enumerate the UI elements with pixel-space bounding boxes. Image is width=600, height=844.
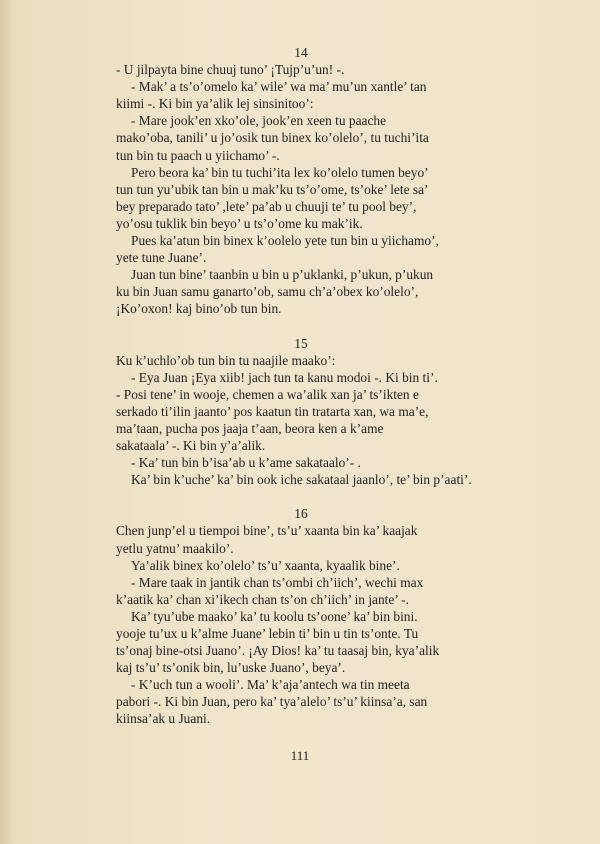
text-line: Ka’ tyu’ube maako’ ka’ tu koolu ts’oone’ ka’ bin bini. [131, 608, 418, 624]
text-line: - K’uch tun a wooli’. Ma’ k’aja’antech wa tin meeta [131, 677, 410, 693]
page-text [116, 44, 486, 728]
text-line: kiinsa’ak u Juani. [116, 711, 211, 727]
text-line: Ku k’uchlo’ob tun bin tu naajile maako’: [116, 352, 336, 368]
text-line: kaj ts’u’ ts’onik bin, lu’uske Juano’, beya’. [116, 660, 346, 676]
text-line: Pero beora ka’ bin tu tuchi’ita lex ko’olelo tumen beyo’ [131, 164, 429, 180]
text-line: Ya’alik binex ko’olelo’ ts’u’ xaanta, kyaalik bine’. [131, 557, 400, 573]
text-line: yo’osu tuklik bin beyo’ u ts’o’ome ku mak’ik. [116, 215, 363, 231]
text-line: tun tun yu’ubik tan bin u mak’ku ts’o’ome, ts’oke’ lete sa’ [116, 181, 429, 197]
section-number: 15 [294, 335, 308, 351]
text-line: ku bin Juan samu ganarto’ob, samu ch’a’obex ko’olelo’, [116, 284, 419, 300]
text-line: ts’onaj bine-otsi Juano’. ¡Ay Dios! ka’ tu taasaj bin, kya’alik [116, 643, 440, 659]
text-line: Juan tun bine’ taanbin u bin u p’uklanki, p’ukun, p’ukun [131, 267, 434, 283]
text-line: - Eya Juan ¡Eya xiib! jach tun ta kanu modoi -. Ki bin ti’. [131, 369, 438, 385]
text-line: mako’oba, tanili’ u jo’osik tun binex ko’olelo’, tu tuchi’ita [116, 130, 429, 146]
text-line: k’aatik ka’ chan xi’ikech chan ts’on ch’iich’ in jante’ -. [116, 591, 409, 607]
text-line: sakataala’ -. Ki bin y’a’alik. [116, 438, 266, 454]
section-number: 14 [294, 45, 308, 60]
text-line: yooje tu’ux u k’alme Juane’ lebin ti’ bin u tin ts’onte. Tu [116, 626, 419, 641]
section-number: 16 [294, 506, 308, 522]
text-line: ¡Ko’oxon! kaj bino’ob tun bin. [116, 301, 282, 317]
text-line: - Mak’ a ts’o’omelo ka’ wile’ wa ma’ mu’un xantle’ tan [131, 79, 427, 95]
page-spine-shadow [0, 0, 14, 844]
text-line: Ka’ bin k’uche’ ka’ bin ook iche sakataal jaanlo’, te’ bin p’aati’. [131, 472, 472, 488]
text-line: serkado ti’ilin jaanto’ pos kaatun tin tratarta xan, wa ma’e, [116, 403, 429, 419]
text-line: - Posi tene’ in wooje, chemen a wa’alik xan ja’ ts’ikten e [116, 386, 419, 402]
text-line: yete tune Juane’. [116, 250, 207, 266]
text-line: - Mare jook’en xko’ole, jook’en xeen tu paache [131, 113, 387, 129]
text-line: - U jilpayta bine chuuj tuno’ ¡Tujp’u’un! -. [116, 62, 345, 78]
text-line: Chen junp’el u tiempoi bine’, ts’u’ xaanta bin ka’ kaajak [116, 523, 418, 539]
section-body [116, 522, 486, 727]
text-line: tun bin tu paach u yiichamo’ -. [116, 147, 280, 163]
text-line: yetlu yatnu’ maakilo’. [116, 540, 234, 556]
text-line: ma’taan, pucha pos jaaja t’aan, beora ken a k’ame [116, 420, 384, 436]
text-line: pabori -. Ki bin Juan, pero ka’ tya’alelo’ ts’u’ kiinsa’a, san [116, 694, 428, 710]
text-line: Pues ka’atun bin binex k’oolelo yete tun bin u yiichamo’, [131, 233, 439, 249]
text-line: bey preparado tato’ ,lete’ pa’ab u chuuji te’ tu pool bey’, [116, 198, 417, 214]
text-line: kiimi -. Ki bin ya’alik lej sinsinitoo’: [116, 96, 314, 112]
section-body [116, 61, 486, 317]
section-body [116, 352, 486, 489]
page-number: 111 [290, 748, 310, 763]
text-line: - Ka’ tun bin b’isa’ab u k’ame sakataalo’- . [131, 455, 361, 471]
text-line: - Mare taak in jantik chan ts’ombi ch’iich’, wechi max [131, 574, 424, 590]
